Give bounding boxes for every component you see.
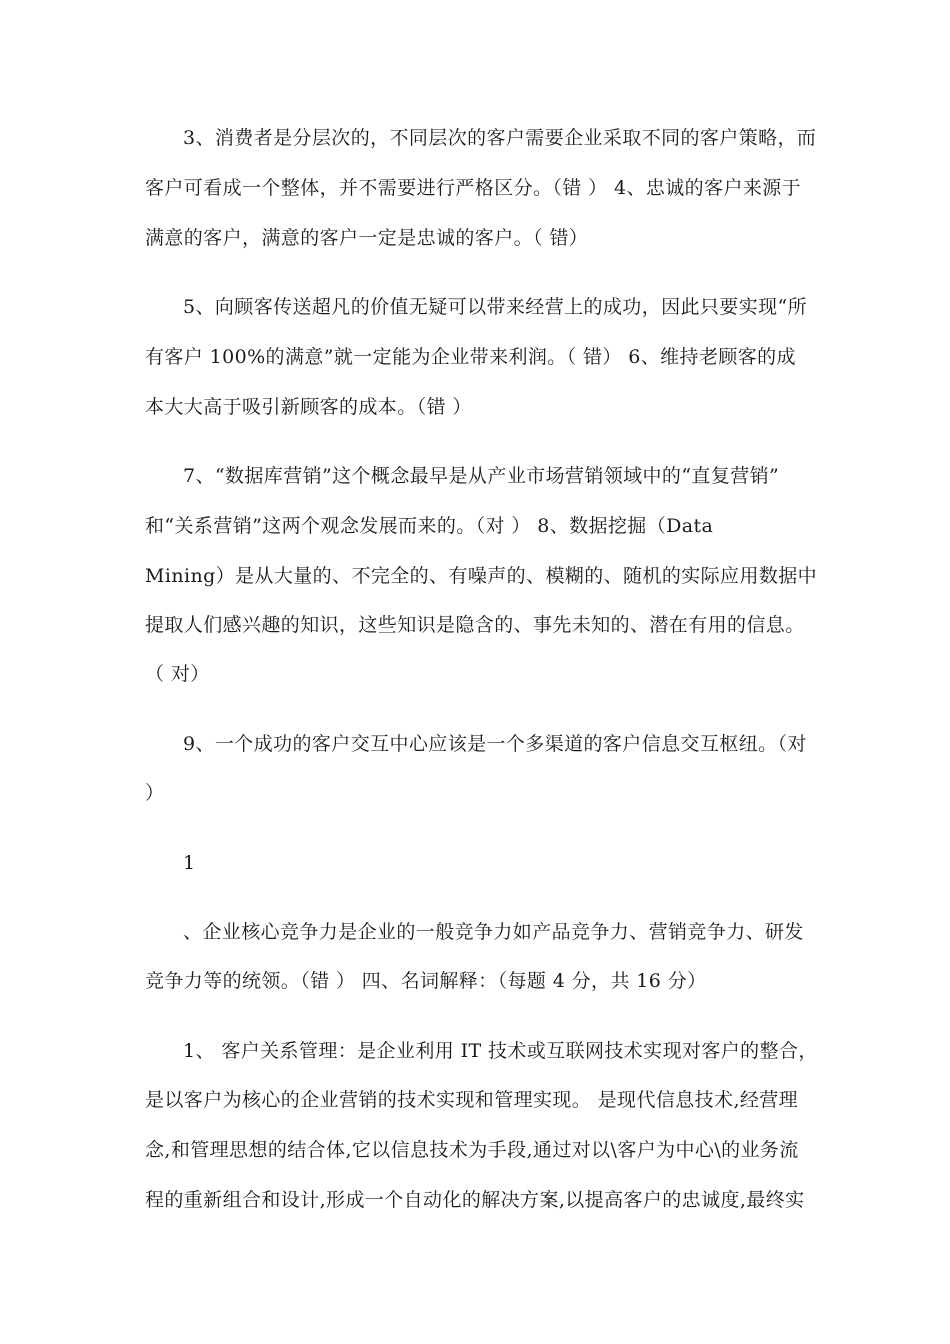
text-line: 和“关系营销”这两个观念发展而来的。（对 ） 8、数据挖掘（Data bbox=[145, 515, 714, 537]
text-line: 、企业核心竞争力是企业的一般竞争力如产品竞争力、营销竞争力、研发 bbox=[183, 921, 804, 943]
text-line: 是以客户为核心的企业营销的技术实现和管理实现。 是现代信息技术,经营理 bbox=[145, 1089, 799, 1111]
text-line: 客户可看成一个整体，并不需要进行严格区分。（错 ） 4、忠诚的客户来源于 bbox=[145, 177, 802, 199]
text-line: （ 对） bbox=[145, 663, 210, 685]
text-line: 5、向顾客传送超凡的价值无疑可以带来经营上的成功，因此只要实现“所 bbox=[183, 296, 808, 318]
text-line: 3、消费者是分层次的，不同层次的客户需要企业采取不同的客户策略，而 bbox=[183, 127, 817, 149]
text-line: ） bbox=[145, 782, 165, 804]
text-line: 本大大高于吸引新顾客的成本。（错 ） bbox=[145, 396, 472, 418]
text-line: 1 bbox=[183, 852, 196, 874]
text-line: 程的重新组合和设计,形成一个自动化的解决方案,以提高客户的忠诚度,最终实 bbox=[145, 1189, 805, 1211]
text-line: Mining）是从大量的、不完全的、有噪声的、模糊的、随机的实际应用数据中 bbox=[145, 565, 818, 587]
text-line: 7、“数据库营销”这个概念最早是从产业市场营销领域中的“直复营销” bbox=[183, 465, 780, 487]
text-line: 满意的客户，满意的客户一定是忠诚的客户。（ 错） bbox=[145, 227, 589, 249]
text-line: 1、 客户关系管理：是企业利用 IT 技术或互联网技术实现对客户的整合， bbox=[183, 1040, 818, 1062]
text-line: 念,和管理思想的结合体,它以信息技术为手段,通过对以\客户为中心\的业务流 bbox=[145, 1139, 799, 1161]
text-line: 竞争力等的统领。（错 ） 四、名词解释：（每题 4 分，共 16 分） bbox=[145, 970, 707, 992]
text-line: 9、一个成功的客户交互中心应该是一个多渠道的客户信息交互枢纽。（对 bbox=[183, 733, 807, 755]
text-line: 提取人们感兴趣的知识，这些知识是隐含的、事先未知的、潜在有用的信息。 bbox=[145, 614, 805, 636]
text-line: 有客户 100%的满意”就一定能为企业带来利润。（ 错） 6、维持老顾客的成 bbox=[145, 346, 796, 368]
